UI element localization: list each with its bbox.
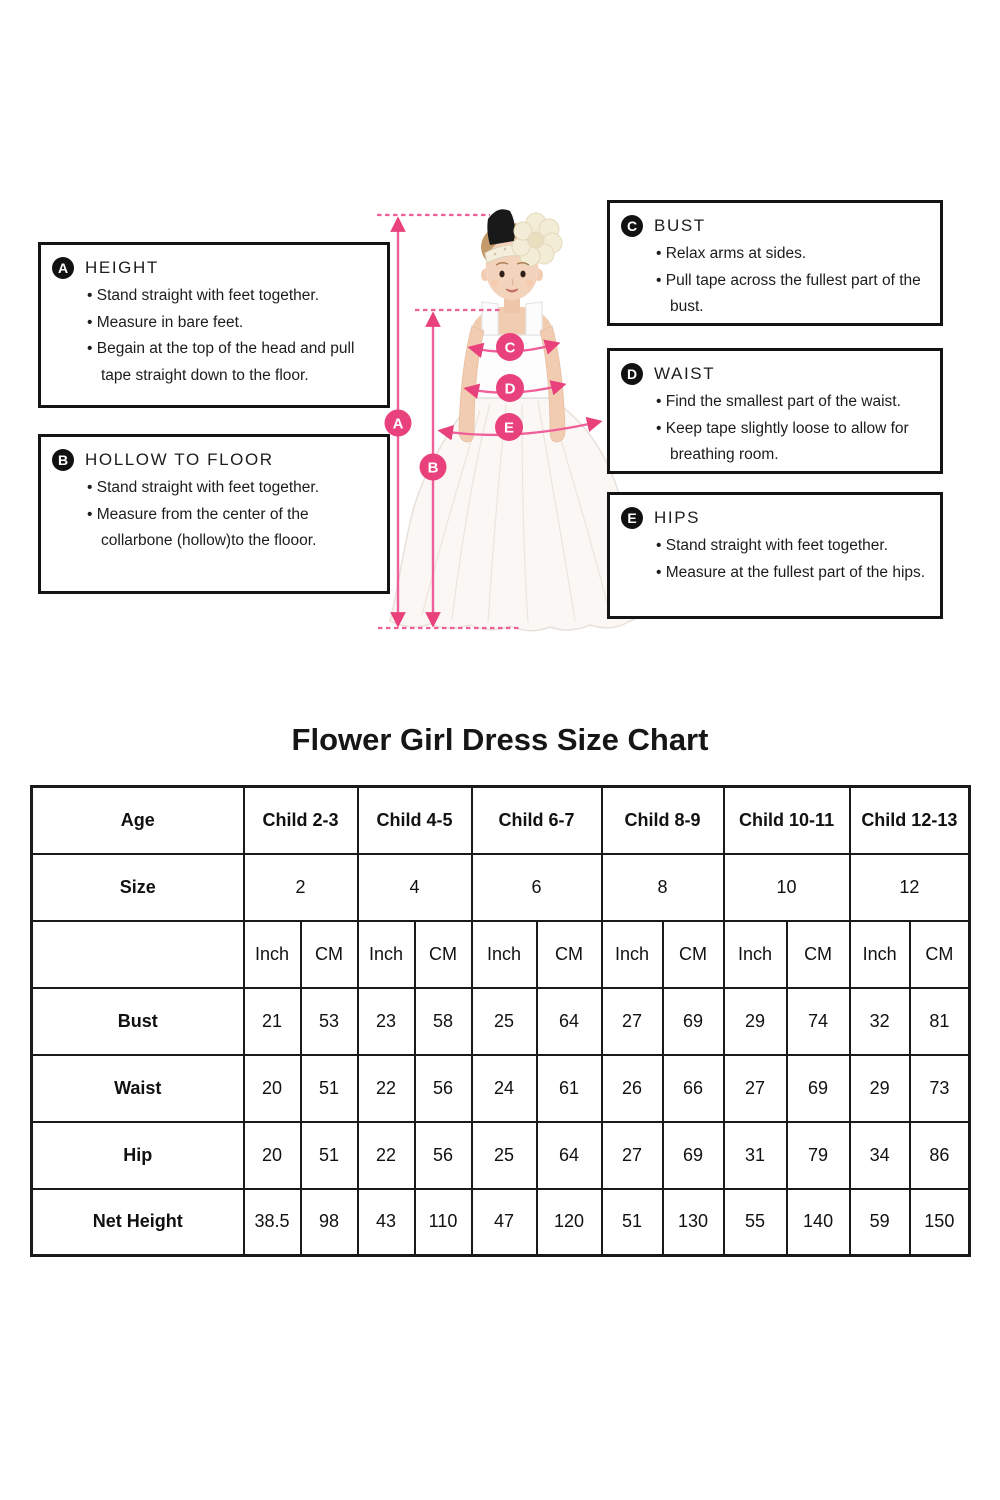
- table-row-bust: [32, 988, 970, 1055]
- measure-cell: 56: [415, 1122, 472, 1189]
- instruction-bullet: • Keep tape slightly loose to allow for breathing room.: [656, 416, 932, 469]
- hips-instruction-box: [607, 492, 943, 619]
- instruction-list: [610, 533, 940, 586]
- measure-cell: 22: [358, 1055, 415, 1122]
- section-header: [621, 507, 940, 529]
- instruction-list: [610, 241, 940, 321]
- instruction-bullet: • Stand straight with feet together.: [87, 475, 379, 502]
- age-group-cell: Child 12-13: [850, 787, 970, 854]
- row-label: Waist: [32, 1055, 244, 1122]
- section-header: [621, 215, 940, 237]
- measure-cell: 66: [663, 1055, 724, 1122]
- waist-instruction-box: [607, 348, 943, 474]
- measure-cell: 130: [663, 1189, 724, 1256]
- section-title: BUST: [654, 216, 706, 235]
- size-cell: 6: [472, 854, 602, 921]
- table-row-net-height: [32, 1189, 970, 1256]
- measure-cell: 20: [244, 1055, 301, 1122]
- dark-hair: [487, 209, 515, 245]
- measure-cell: 58: [415, 988, 472, 1055]
- measure-cell: 21: [244, 988, 301, 1055]
- measure-cell: 43: [358, 1189, 415, 1256]
- measure-cell: 59: [850, 1189, 910, 1256]
- instruction-bullet: • Stand straight with feet together.: [87, 283, 379, 310]
- size-cell: 4: [358, 854, 472, 921]
- row-label: Net Height: [32, 1189, 244, 1256]
- row-label: Hip: [32, 1122, 244, 1189]
- unit-cell: Inch: [602, 921, 663, 988]
- measure-cell: 69: [787, 1055, 850, 1122]
- measure-cell: 110: [415, 1189, 472, 1256]
- marker-d-letter: D: [504, 380, 516, 398]
- section-title: WAIST: [654, 364, 716, 383]
- table-row-hip: [32, 1122, 970, 1189]
- dress-strap-right: [526, 302, 542, 335]
- instruction-bullet: • Find the smallest part of the waist.: [656, 389, 932, 416]
- measure-cell: 69: [663, 1122, 724, 1189]
- measure-cell: 27: [602, 1122, 663, 1189]
- instruction-bullet: • Measure from the center of the collarbone (hollow)to the flooor.: [87, 502, 379, 555]
- unit-cell: Inch: [472, 921, 537, 988]
- age-group-cell: Child 6-7: [472, 787, 602, 854]
- measure-cell: 20: [244, 1122, 301, 1189]
- unit-cell: Inch: [244, 921, 301, 988]
- marker-e-letter: E: [503, 419, 515, 437]
- dress-strap-left: [482, 302, 498, 335]
- measure-cell: 64: [537, 988, 602, 1055]
- measure-cell: 38.5: [244, 1189, 301, 1256]
- size-chart-table: [30, 785, 971, 1257]
- measure-cell: 23: [358, 988, 415, 1055]
- row-label: [32, 921, 244, 988]
- age-group-cell: Child 2-3: [244, 787, 358, 854]
- measure-cell: 73: [910, 1055, 970, 1122]
- measure-cell: 32: [850, 988, 910, 1055]
- unit-cell: CM: [787, 921, 850, 988]
- letter-badge-e: E: [621, 507, 643, 529]
- marker-c: [496, 333, 524, 361]
- unit-cell: CM: [663, 921, 724, 988]
- measure-cell: 79: [787, 1122, 850, 1189]
- marker-b: [420, 454, 447, 481]
- marker-a: [385, 410, 412, 437]
- measure-cell: 98: [301, 1189, 358, 1256]
- table-row-size: [32, 854, 970, 921]
- measure-cell: 56: [415, 1055, 472, 1122]
- instruction-bullet: • Stand straight with feet together.: [656, 533, 932, 560]
- measure-cell: 51: [301, 1122, 358, 1189]
- measure-cell: 25: [472, 988, 537, 1055]
- unit-cell: Inch: [358, 921, 415, 988]
- table-row-waist: [32, 1055, 970, 1122]
- unit-cell: Inch: [850, 921, 910, 988]
- measure-cell: 140: [787, 1189, 850, 1256]
- size-cell: 10: [724, 854, 850, 921]
- letter-badge-b: B: [52, 449, 74, 471]
- measure-cell: 53: [301, 988, 358, 1055]
- letter-badge-d: D: [621, 363, 643, 385]
- section-header: [621, 363, 940, 385]
- instruction-bullet: • Begain at the top of the head and pull tape straight down to the floor.: [87, 336, 379, 389]
- measure-cell: 81: [910, 988, 970, 1055]
- measure-cell: 150: [910, 1189, 970, 1256]
- measure-cell: 31: [724, 1122, 787, 1189]
- measure-cell: 86: [910, 1122, 970, 1189]
- measure-cell: 24: [472, 1055, 537, 1122]
- hollow-to-floor-instruction-box: [38, 434, 390, 594]
- measure-cell: 26: [602, 1055, 663, 1122]
- letter-badge-a: A: [52, 257, 74, 279]
- measure-cell: 27: [602, 988, 663, 1055]
- measure-cell: 69: [663, 988, 724, 1055]
- size-cell: 2: [244, 854, 358, 921]
- section-header: [52, 257, 387, 279]
- measure-cell: 47: [472, 1189, 537, 1256]
- measure-cell: 51: [602, 1189, 663, 1256]
- instruction-bullet: • Measure in bare feet.: [87, 310, 379, 337]
- table-row-age: [32, 787, 970, 854]
- instruction-list: [41, 283, 387, 390]
- section-title: HEIGHT: [85, 258, 159, 277]
- instruction-bullet: • Relax arms at sides.: [656, 241, 932, 268]
- measure-cell: 120: [537, 1189, 602, 1256]
- row-label: Bust: [32, 988, 244, 1055]
- table-row-units: [32, 921, 970, 988]
- section-header: [52, 449, 387, 471]
- measure-cell: 64: [537, 1122, 602, 1189]
- unit-cell: CM: [301, 921, 358, 988]
- instruction-list: [41, 475, 387, 555]
- marker-b-letter: B: [427, 459, 439, 477]
- age-group-cell: Child 4-5: [358, 787, 472, 854]
- measure-cell: 22: [358, 1122, 415, 1189]
- instruction-list: [610, 389, 940, 469]
- age-group-cell: Child 10-11: [724, 787, 850, 854]
- instruction-bullet: • Pull tape across the fullest part of the bust.: [656, 268, 932, 321]
- measure-cell: 29: [724, 988, 787, 1055]
- measure-cell: 34: [850, 1122, 910, 1189]
- unit-cell: CM: [910, 921, 970, 988]
- marker-c-letter: C: [504, 339, 516, 357]
- marker-d: [496, 374, 524, 402]
- section-title: HOLLOW TO FLOOR: [85, 450, 274, 469]
- measure-cell: 25: [472, 1122, 537, 1189]
- unit-cell: CM: [537, 921, 602, 988]
- measure-cell: 51: [301, 1055, 358, 1122]
- age-group-cell: Child 8-9: [602, 787, 724, 854]
- instruction-bullet: • Measure at the fullest part of the hips.: [656, 560, 932, 587]
- section-title: HIPS: [654, 508, 701, 527]
- head: [481, 209, 562, 300]
- measure-cell: 61: [537, 1055, 602, 1122]
- marker-a-letter: A: [392, 415, 404, 433]
- bust-instruction-box: [607, 200, 943, 326]
- measure-cell: 29: [850, 1055, 910, 1122]
- measure-cell: 27: [724, 1055, 787, 1122]
- height-instruction-box: [38, 242, 390, 408]
- letter-badge-c: C: [621, 215, 643, 237]
- marker-e: [495, 413, 523, 441]
- page-title: Flower Girl Dress Size Chart: [291, 722, 709, 757]
- measure-cell: 74: [787, 988, 850, 1055]
- unit-cell: Inch: [724, 921, 787, 988]
- size-cell: 8: [602, 854, 724, 921]
- unit-cell: CM: [415, 921, 472, 988]
- row-label: Size: [32, 854, 244, 921]
- row-label: Age: [32, 787, 244, 854]
- size-cell: 12: [850, 854, 970, 921]
- measure-cell: 55: [724, 1189, 787, 1256]
